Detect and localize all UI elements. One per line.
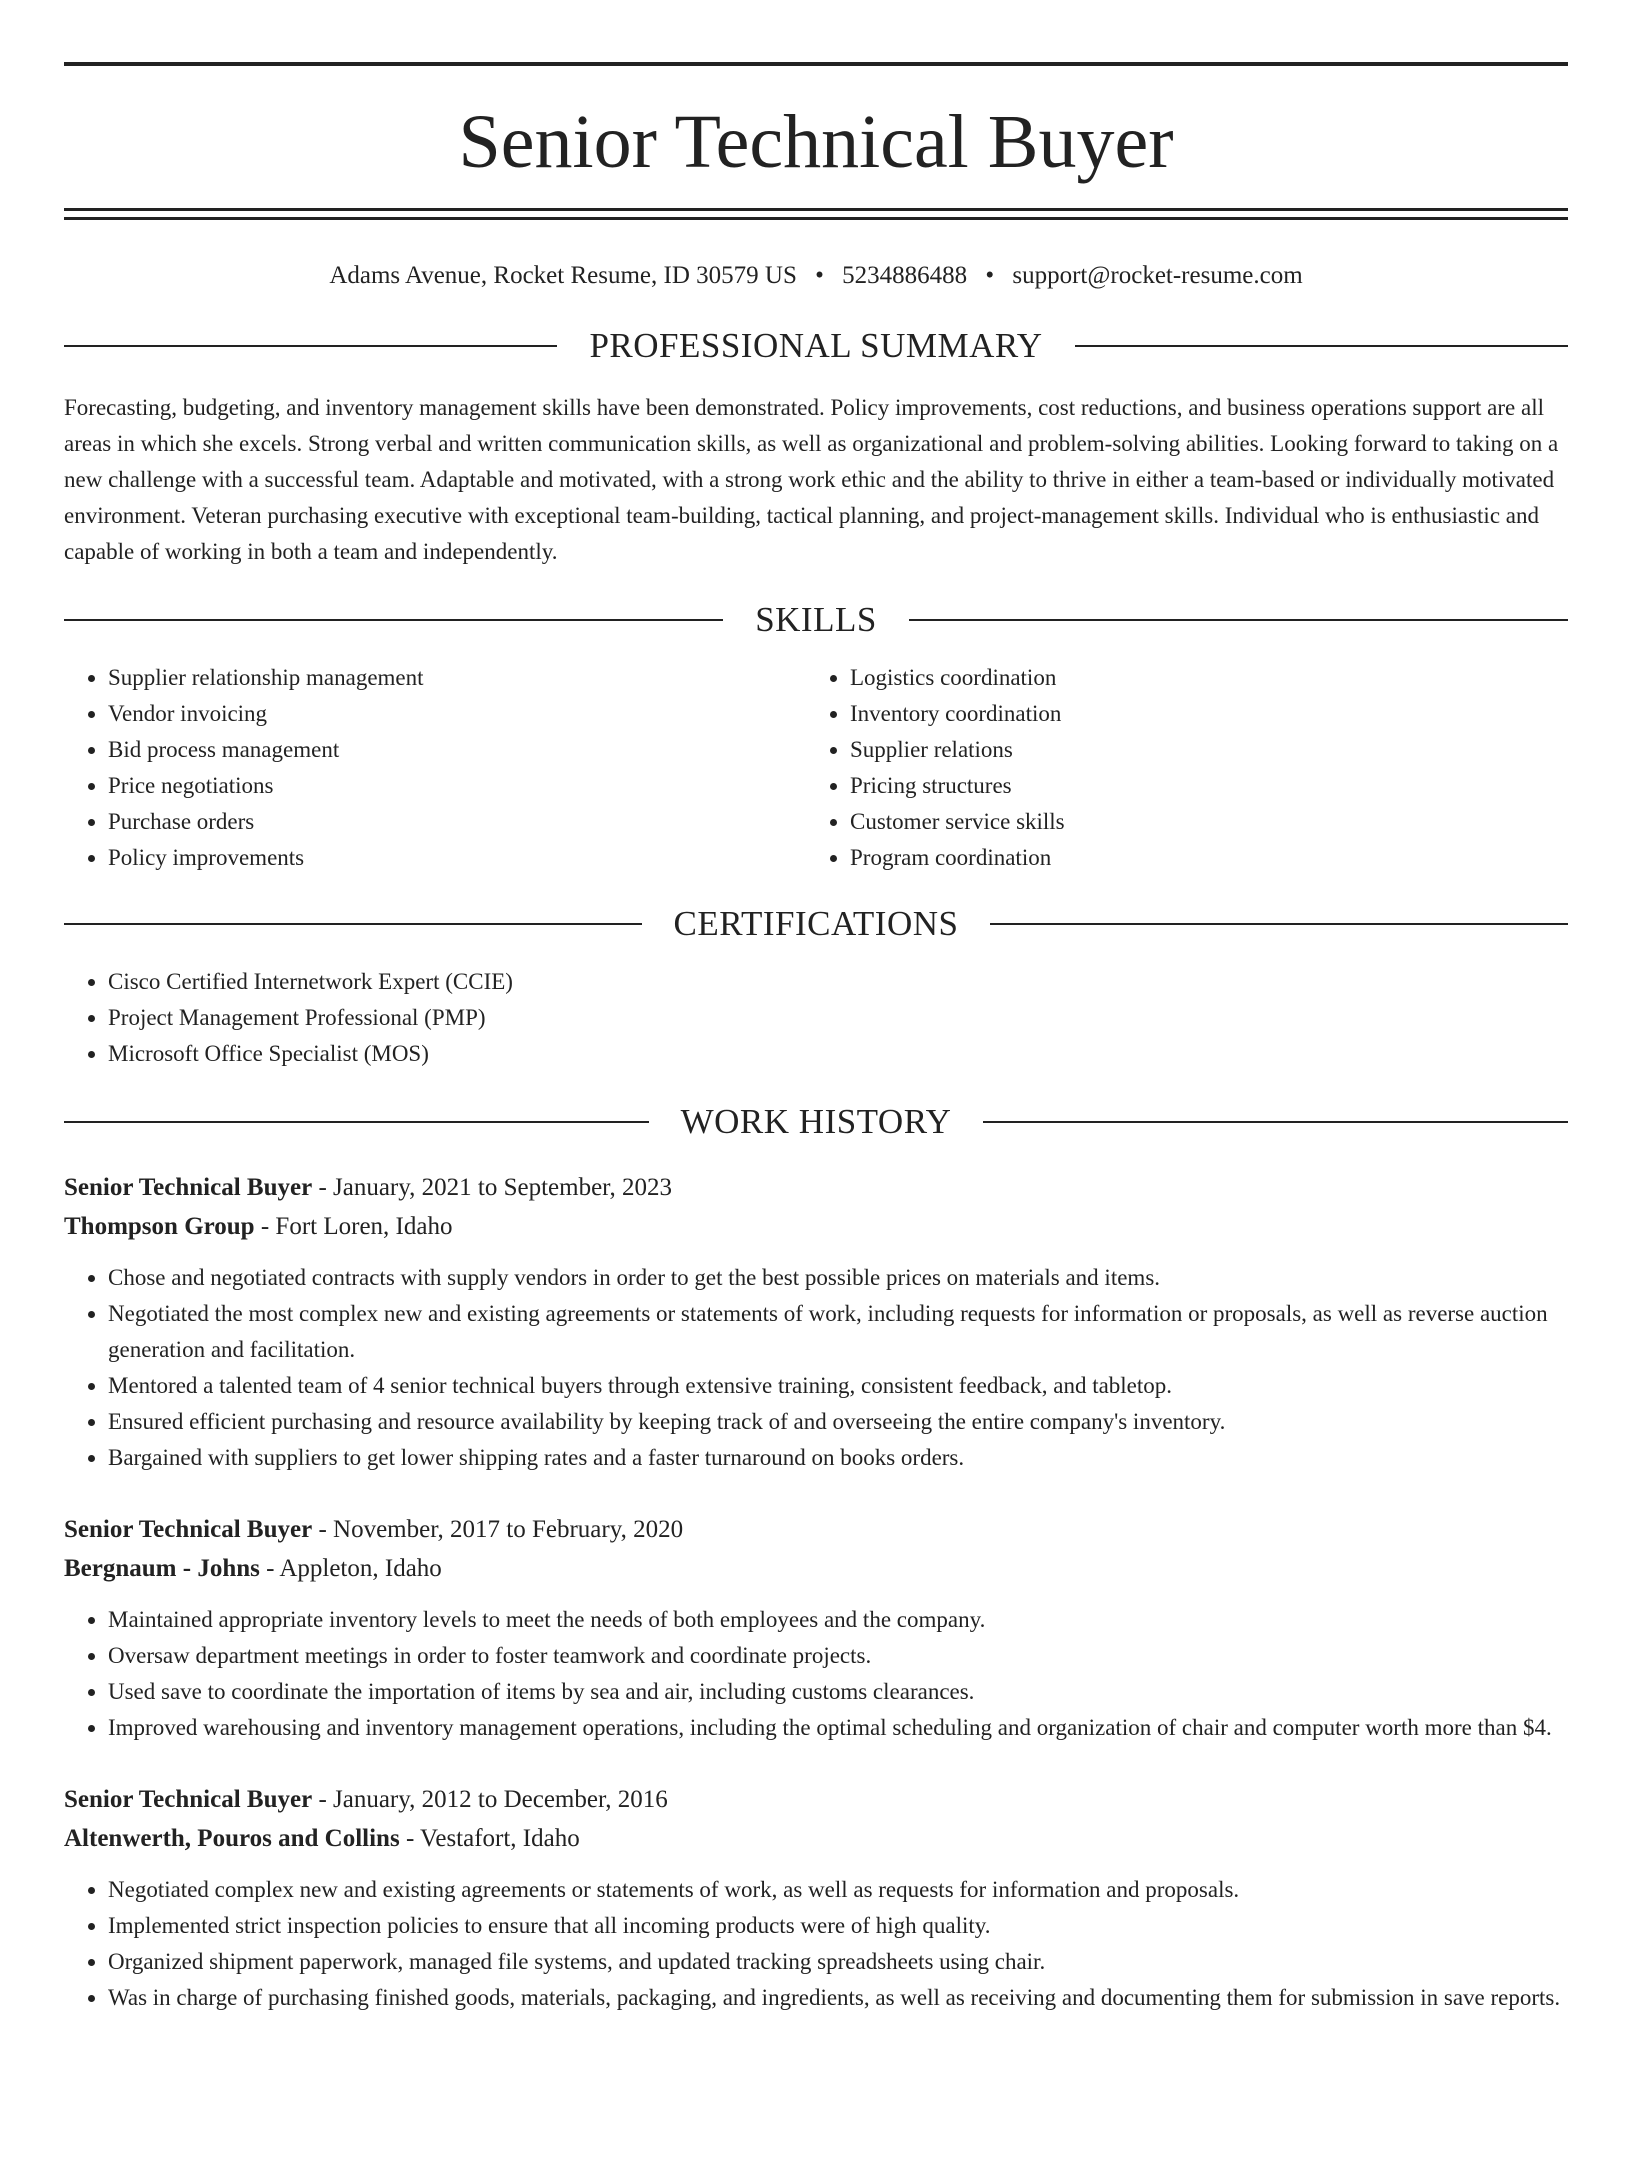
- job-location: - Vestafort, Idaho: [399, 1825, 580, 1852]
- skill-item: • Program coordination: [850, 840, 1548, 876]
- skill-item: • Pricing structures: [850, 768, 1548, 804]
- job-company-line: [64, 1207, 1568, 1246]
- skill-item: • Vendor invoicing: [108, 696, 806, 732]
- job-bullet: • Negotiated the most complex new and existing agreements or statements of work, including requests for information or proposals, as well as reverse auction generation and facilitation.: [108, 1296, 1568, 1368]
- skills-column-left: [64, 660, 806, 876]
- job-location: - Fort Loren, Idaho: [254, 1213, 453, 1240]
- job-bullet: • Maintained appropriate inventory levels to meet the needs of both employees and the company.: [108, 1602, 1568, 1638]
- job-bullets: [64, 1872, 1568, 2016]
- summary-paragraph: Forecasting, budgeting, and inventory management skills have been demonstrated. Policy improvements, cost reductions, and business operations support are all areas in which she excels. Strong verbal and written communication skills, as well as organizational and problem-solving abilities. Looking forward to taking on a new challenge with a successful team. Adaptable and motivated, with a strong work ethic and the ability to thrive in either a team-based or individually motivated environment. Veteran purchasing executive with exceptional team-building, tactical planning, and project-management skills. Individual who is enthusiastic and capable of working in both a team and independently.: [64, 395, 1559, 564]
- resume-name: Senior Technical Buyer: [458, 100, 1174, 184]
- job-bullets: [64, 1602, 1568, 1746]
- resume-page: [0, 62, 1632, 2174]
- job-dates: - January, 2012 to December, 2016: [312, 1786, 668, 1813]
- skills-list-right: [806, 660, 1548, 876]
- job-bullet: • Bargained with suppliers to get lower shipping rates and a faster turnaround on books orders.: [108, 1440, 1568, 1476]
- contact-separator: •: [985, 262, 995, 289]
- contact-separator: •: [815, 262, 824, 289]
- section-header-certifications: [64, 896, 1568, 952]
- section-rule: [1075, 345, 1568, 347]
- job-bullet: • Mentored a talented team of 4 senior technical buyers through extensive training, consistent feedback, and tabletop.: [108, 1368, 1568, 1404]
- section-rule: [64, 345, 557, 347]
- section-rule: [64, 1121, 649, 1123]
- job-title-line: [64, 1168, 1568, 1207]
- skill-item: • Policy improvements: [108, 840, 806, 876]
- skill-item: • Price negotiations: [108, 768, 806, 804]
- certification-item: • Cisco Certified Internetwork Expert (CCIE): [108, 964, 1568, 1000]
- section-title: SKILLS: [755, 600, 877, 639]
- job-bullet: • Was in charge of purchasing finished goods, materials, packaging, and ingredients, as well as receiving and documenting them for submission in save reports.: [108, 1980, 1568, 2016]
- job-company-line: [64, 1549, 1568, 1588]
- skill-item: • Supplier relationship management: [108, 660, 806, 696]
- section-header-skills: [64, 592, 1568, 648]
- certifications-list: [64, 964, 1568, 1072]
- section-header-summary: [64, 318, 1568, 374]
- section-rule: [909, 619, 1568, 621]
- skill-item: • Purchase orders: [108, 804, 806, 840]
- job-bullets: [64, 1260, 1568, 1476]
- skill-item: • Bid process management: [108, 732, 806, 768]
- section-rule: [64, 923, 642, 925]
- job-title: Senior Technical Buyer: [64, 1174, 313, 1201]
- job-company: Thompson Group: [64, 1213, 255, 1240]
- contact-address: Adams Avenue, Rocket Resume, ID 30579 US: [329, 262, 797, 289]
- job-title: Senior Technical Buyer: [64, 1786, 313, 1813]
- skills-grid: [64, 660, 1568, 876]
- job-bullet: • Negotiated complex new and existing agreements or statements of work, as well as requests for information and proposals.: [108, 1872, 1568, 1908]
- section-header-work-history: [64, 1094, 1568, 1150]
- job-entry: [64, 1168, 1568, 1476]
- skill-item: • Customer service skills: [850, 804, 1548, 840]
- job-entry: [64, 1780, 1568, 2016]
- contact-phone: 5234886488: [842, 262, 968, 289]
- skill-item: • Inventory coordination: [850, 696, 1548, 732]
- job-bullet: • Organized shipment paperwork, managed file systems, and updated tracking spreadsheets using chair.: [108, 1944, 1568, 1980]
- job-company: Altenwerth, Pouros and Collins: [64, 1825, 400, 1852]
- skill-item: • Supplier relations: [850, 732, 1548, 768]
- certification-item: • Project Management Professional (PMP): [108, 1000, 1568, 1036]
- job-company-line: [64, 1819, 1568, 1858]
- job-entry: [64, 1510, 1568, 1746]
- section-rule: [64, 619, 723, 621]
- job-company: Bergnaum - Johns: [64, 1555, 260, 1582]
- section-title: CERTIFICATIONS: [673, 904, 959, 943]
- job-dates: - January, 2021 to September, 2023: [312, 1174, 672, 1201]
- section-title: WORK HISTORY: [680, 1102, 952, 1141]
- job-title-line: [64, 1780, 1568, 1819]
- job-title: Senior Technical Buyer: [64, 1516, 313, 1543]
- job-bullet: • Implemented strict inspection policies to ensure that all incoming products were of high quality.: [108, 1908, 1568, 1944]
- contact-line: [64, 256, 1568, 296]
- job-bullet: • Oversaw department meetings in order to foster teamwork and coordinate projects.: [108, 1638, 1568, 1674]
- job-title-line: [64, 1510, 1568, 1549]
- job-bullet: • Used save to coordinate the importation of items by sea and air, including customs clearances.: [108, 1674, 1568, 1710]
- skills-column-right: [806, 660, 1548, 876]
- section-rule: [990, 923, 1568, 925]
- section-title: PROFESSIONAL SUMMARY: [589, 326, 1043, 365]
- job-bullet: • Improved warehousing and inventory management operations, including the optimal scheduling and organization of chair and computer worth more than $4.: [108, 1710, 1568, 1746]
- top-rule: [64, 62, 1568, 66]
- skills-list-left: [64, 660, 806, 876]
- job-bullet: • Chose and negotiated contracts with supply vendors in order to get the best possible prices on materials and items.: [108, 1260, 1568, 1296]
- certification-item: • Microsoft Office Specialist (MOS): [108, 1036, 1568, 1072]
- job-location: - Appleton, Idaho: [259, 1555, 442, 1582]
- job-dates: - November, 2017 to February, 2020: [312, 1516, 684, 1543]
- section-rule: [983, 1121, 1568, 1123]
- contact-email: support@rocket-resume.com: [1012, 262, 1303, 289]
- skill-item: • Logistics coordination: [850, 660, 1548, 696]
- double-rule: [64, 208, 1568, 220]
- job-bullet: • Ensured efficient purchasing and resource availability by keeping track of and overseeing the entire company's inventory.: [108, 1404, 1568, 1440]
